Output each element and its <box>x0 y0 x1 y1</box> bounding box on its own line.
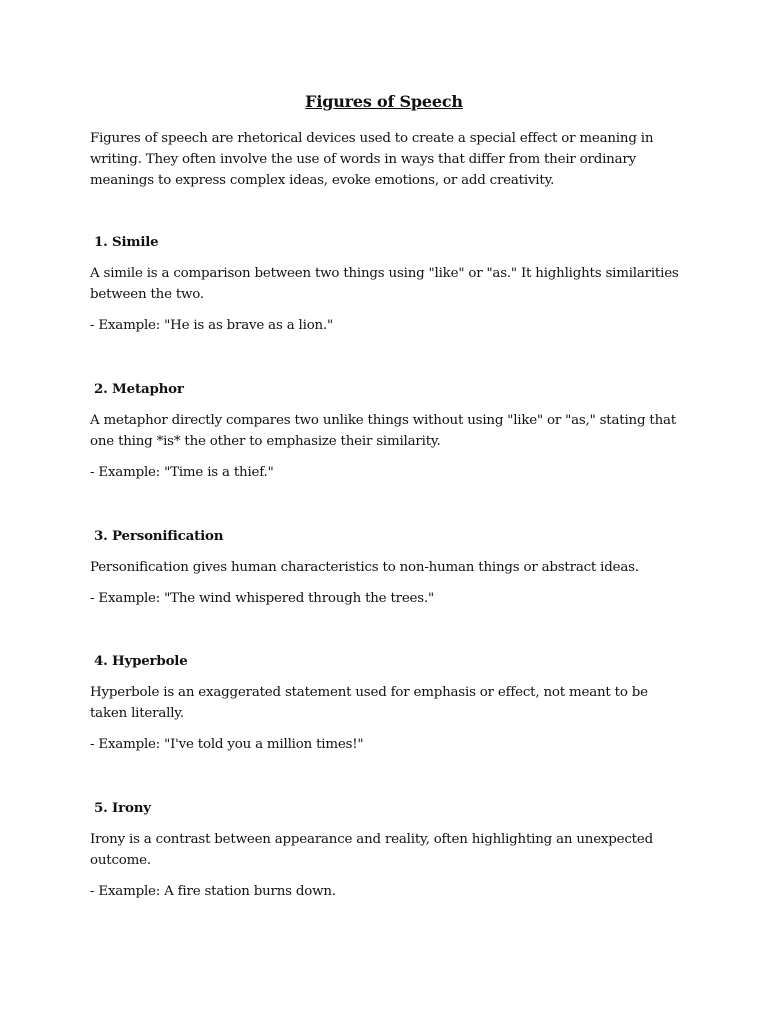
section-metaphor <box>90 379 680 483</box>
section-heading: 2. Metaphor <box>94 381 184 397</box>
section-heading: 3. Personification <box>94 528 224 544</box>
section-body: A metaphor directly compares two unlike things without using "like" or "as," stating that one thing *is* the other to emphasize their similarity. <box>90 413 676 449</box>
section-example: - Example: "He is as brave as a lion." <box>90 318 333 333</box>
section-body: Personification gives human characteristics to non-human things or abstract ideas. <box>90 560 639 575</box>
section-heading: 4. Hyperbole <box>94 653 188 669</box>
section-body: Hyperbole is an exaggerated statement used for emphasis or effect, not meant to be taken literally. <box>90 685 648 721</box>
section-heading: 1. Simile <box>94 234 159 250</box>
section-example: - Example: "I've told you a million times!" <box>90 737 364 752</box>
intro-paragraph: Figures of speech are rhetorical devices used to create a special effect or meaning in writing. They often involve the use of words in ways that differ from their ordinary meanings to express complex ideas, evoke emotions, or add creativity. <box>90 131 654 188</box>
section-example: - Example: "The wind whispered through the trees." <box>90 591 434 606</box>
section-example: - Example: A fire station burns down. <box>90 884 336 899</box>
page-title: Figures of Speech <box>305 92 463 111</box>
section-body: Irony is a contrast between appearance and reality, often highlighting an unexpected outcome. <box>90 832 653 868</box>
section-simile <box>90 232 680 336</box>
section-personification <box>90 526 680 609</box>
section-heading: 5. Irony <box>94 800 151 816</box>
section-example: - Example: "Time is a thief." <box>90 465 274 480</box>
section-irony <box>90 798 680 902</box>
section-body: A simile is a comparison between two things using "like" or "as." It highlights similarities between the two. <box>90 266 679 302</box>
section-hyperbole <box>90 651 680 755</box>
